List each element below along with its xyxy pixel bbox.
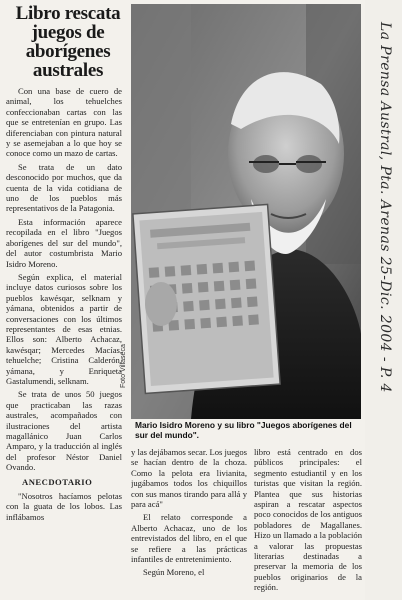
article-paragraph: Se trata de un dato desconocido por muchos, que da cuenta de la vida cotidiana de uno de los pueblos más representativos de la Patagonia. bbox=[6, 161, 122, 214]
handwritten-source-note bbox=[369, 0, 402, 600]
article-subhead: ANECDOTARIO bbox=[22, 476, 93, 487]
article-paragraph: Esta información aparece recopilada en el libro "Juegos aborígenes del sur del mundo", del autor costumbrista Mario Isidro Moreno. bbox=[6, 216, 122, 269]
photo-image bbox=[131, 4, 361, 419]
photo-caption: Mario Isidro Moreno y su libro "Juegos aborígenes del sur del mundo". bbox=[135, 420, 352, 440]
article-paragraph: y las dejábamos secar. Los juegos se hacían dentro de la choza. Como la pelota era livianita, jugábamos todos los chiquillos con sus manos tirando para allá y para acá" bbox=[131, 447, 247, 510]
article-paragraph: "Nosotros hacíamos pelotas con la guata de los lobos. Las inflábamos bbox=[6, 491, 122, 522]
article-column-3 bbox=[254, 447, 362, 600]
article-photo bbox=[131, 4, 361, 419]
article-paragraph: Según Moreno, el bbox=[143, 567, 205, 578]
article-column-1 bbox=[6, 86, 122, 600]
article-paragraph: El relato corresponde a Alberto Achacaz, uno de los entrevistados del libro, en el que se refiere a las prácticas infantiles de entretenimiento. bbox=[131, 512, 247, 565]
article-paragraph: Se trata de unos 50 juegos que practicaban las razas australes, acompañados con ilustraciones del artista magallánico Juan Carlos Amparo, y la traducción al inglés del profesor Néstor Daniel Ovando. bbox=[6, 389, 122, 473]
article-column-2 bbox=[131, 447, 247, 600]
article-paragraph: libro está centrado en dos públicos principales: el segmento estudiantil y en los turistas que visitan la región. Plantea que sus historias aspiran a rescatar aspectos poco conocidos de los antiguos pobladores de Magallanes. Hizo un llamado a la población a valorar las propuestas literarias destinadas a preservar la memoria de los pueblos originarios de la región. bbox=[254, 447, 362, 593]
handwritten-note-text: La Prensa Austral, Pta. Arenas 25-Dic. 2004 - P. 4 bbox=[377, 22, 393, 393]
article-paragraph: Según explica, el material incluye datos curiosos sobre los pueblos kawésqar, selknam y yámana, obtenidos a partir de conversaciones con los últimos representantes de esas etnias. Ellos son: Alberto Achacaz, kawésqar; Mercedes Macías, tehuelche; Cristina Calderón, yámana, y Enriqueta Gastalumendi, selknam. bbox=[6, 271, 122, 386]
article-paragraph: Con una base de cuero de animal, los tehuelches confeccionaban cartas con las que se entretenían en grupo. Las diferenciaban con pintura natural y se asemejaban a lo que hoy se conoce como un mazo de cartas. bbox=[6, 86, 122, 159]
article-headline: Libro rescata juegos de aborígenes australes bbox=[15, 3, 121, 81]
photo-credit: Foto Villaseca bbox=[120, 344, 127, 388]
